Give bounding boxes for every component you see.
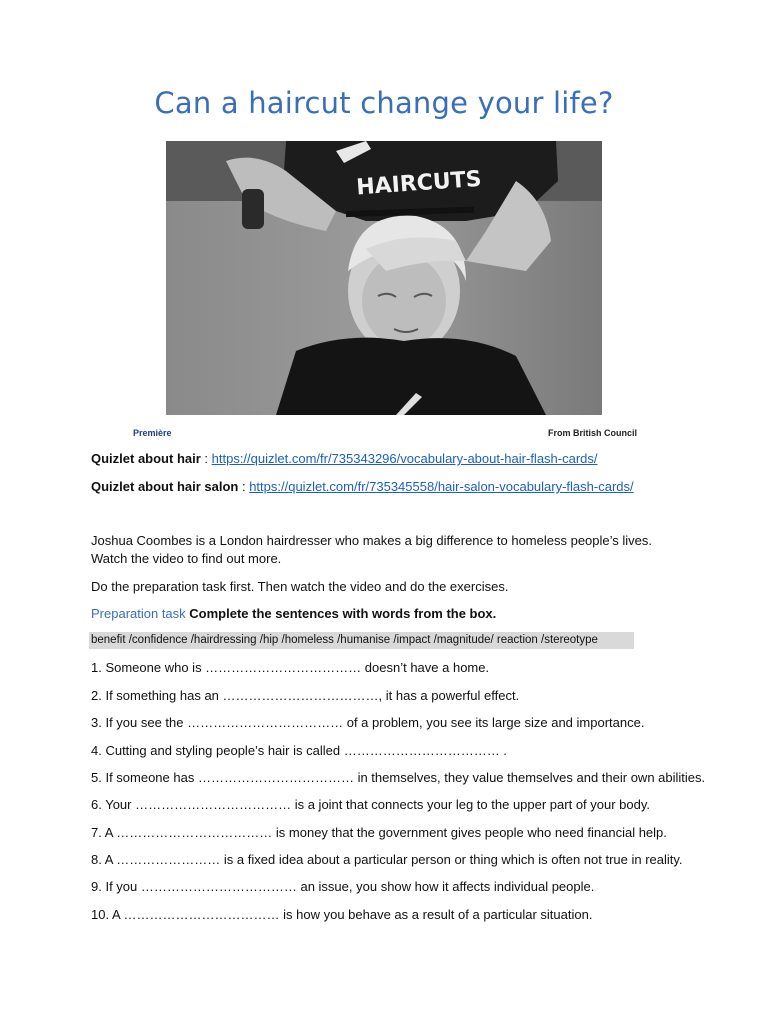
word-box: benefit /confidence /hairdressing /hip /homeless /humanise /impact /magnitude/ reaction /stereotype: [89, 632, 634, 649]
intro-line-1: Joshua Coombes is a London hairdresser who makes a big difference to homeless people’s lives.: [91, 533, 653, 548]
caption-level: Première: [133, 428, 172, 438]
exercise-item: 2. If something has an ………………………………, it has a powerful effect.: [91, 688, 520, 703]
quizlet-salon-link[interactable]: https://quizlet.com/fr/735345558/hair-salon-vocabulary-flash-cards/: [249, 479, 634, 494]
exercise-item: 8. A …………………… is a fixed idea about a particular person or thing which is often not true in reality.: [91, 852, 683, 867]
photo-shirt-text: HAIRCUTS: [355, 166, 483, 201]
quizlet-hair-line: [91, 451, 598, 466]
quizlet-salon-label: Quizlet about hair salon: [91, 479, 239, 494]
prep-heading: [91, 606, 496, 621]
prep-instruction: Complete the sentences with words from the box.: [185, 606, 497, 621]
intro-line-2: Watch the video to find out more.: [91, 551, 282, 566]
quizlet-salon-sep: :: [238, 479, 250, 494]
exercise-item: 7. A ……………………………… is money that the government gives people who need financial help.: [91, 825, 667, 840]
haircut-photo: [166, 141, 602, 415]
quizlet-hair-label: Quizlet about hair: [91, 451, 201, 466]
exercise-item: 10. A ……………………………… is how you behave as a result of a particular situation.: [91, 907, 593, 922]
page-title: Can a haircut change your life?: [154, 86, 614, 120]
exercise-item: 9. If you ……………………………… an issue, you show how it affects individual people.: [91, 879, 595, 894]
prep-label: Preparation task: [91, 606, 186, 621]
haircut-photo-illustration: [166, 141, 602, 415]
exercise-item: 6. Your ……………………………… is a joint that connects your leg to the upper part of your body.: [91, 797, 651, 812]
exercise-item: 5. If someone has ……………………………… in themselves, they value themselves and their own abilities.: [91, 770, 706, 785]
exercise-item: 3. If you see the ……………………………… of a problem, you see its large size and importance.: [91, 715, 645, 730]
quizlet-hair-link[interactable]: https://quizlet.com/fr/735343296/vocabulary-about-hair-flash-cards/: [211, 451, 598, 466]
quizlet-hair-sep: :: [200, 451, 212, 466]
exercise-item: 1. Someone who is ……………………………… doesn’t have a home.: [91, 660, 490, 675]
intro-line-3: Do the preparation task first. Then watch the video and do the exercises.: [91, 579, 509, 594]
exercise-item: 4. Cutting and styling people’s hair is called ……………………………… .: [91, 743, 507, 758]
quizlet-salon-line: [91, 479, 634, 494]
caption-source: From British Council: [548, 428, 638, 438]
